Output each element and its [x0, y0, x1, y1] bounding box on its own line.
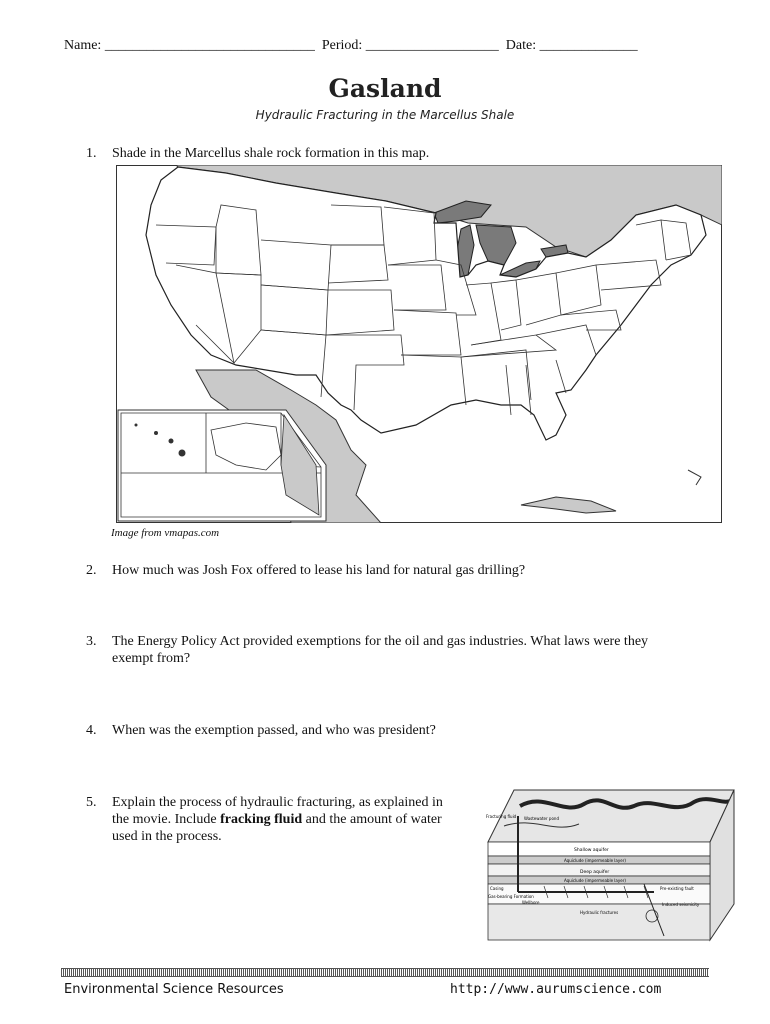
inset-boxes: [118, 410, 326, 521]
label-induced-seismicity: Induced seismicity: [662, 902, 700, 907]
label-wastewater: Wastewater pond: [524, 816, 559, 821]
fracking-fluid-term: fracking fluid: [220, 812, 303, 827]
question-number: 1.: [86, 146, 97, 161]
label-gas-bearing: Gas-bearing Formation: [488, 894, 534, 899]
footer-url[interactable]: http://www.aurumscience.com: [450, 982, 662, 997]
header-fields: [64, 38, 724, 54]
period-field[interactable]: Period: ___________________: [321, 38, 499, 53]
label-pre-existing-fault: Pre-existing fault: [660, 886, 694, 891]
question-text: When was the exemption passed, and who was president?: [112, 723, 436, 738]
question-number: 5.: [86, 795, 97, 810]
question-text: Shade in the Marcellus shale rock formation in this map.: [112, 146, 430, 161]
fracking-diagram: [484, 786, 740, 944]
question-number: 2.: [86, 563, 97, 578]
question-1: [86, 145, 726, 165]
question-text: How much was Josh Fox offered to lease his land for natural gas drilling?: [112, 563, 526, 578]
label-aquiclude-1: Aquiclude (impermeable layer): [564, 858, 626, 863]
map-caption: Image from vmapas.com: [111, 527, 220, 539]
question-text-line1: The Energy Policy Act provided exemptions for the oil and gas industries. What laws were they: [112, 634, 649, 649]
page-title: Gasland: [328, 74, 442, 103]
question-text-line2: exempt from?: [112, 651, 191, 666]
question-5: [86, 794, 476, 848]
date-field[interactable]: Date: ______________: [505, 38, 638, 53]
question-3: [86, 633, 726, 669]
question-text-line1: Explain the process of hydraulic fracturing, as explained in: [112, 795, 443, 810]
question-text-line2: the movie. Include fracking fluid and the amount of water: [112, 812, 442, 827]
label-deep-aquifer: Deep aquifer: [580, 870, 610, 875]
page-subtitle: Hydraulic Fracturing in the Marcellus Shale: [255, 108, 515, 122]
label-hydraulic-fractures: Hydraulic fractures: [580, 910, 619, 915]
question-2: [86, 562, 726, 582]
label-aquiclude-2: Aquiclude (impermeable layer): [564, 878, 626, 883]
label-wellbore: Wellbore: [522, 900, 540, 905]
question-text-line3: used in the process.: [112, 829, 222, 844]
name-field[interactable]: Name: ______________________________: [64, 38, 315, 53]
label-shallow-aquifer: Shallow aquifer: [574, 848, 609, 853]
footer-source: Environmental Science Resources: [64, 982, 284, 997]
label-fracturing-fluid: Fracturing fluid: [486, 814, 517, 819]
question-4: [86, 722, 726, 742]
us-map[interactable]: [116, 165, 722, 523]
footer-divider: [61, 968, 709, 977]
label-casing: Casing: [490, 886, 504, 891]
question-number: 3.: [86, 634, 97, 649]
question-number: 4.: [86, 723, 97, 738]
